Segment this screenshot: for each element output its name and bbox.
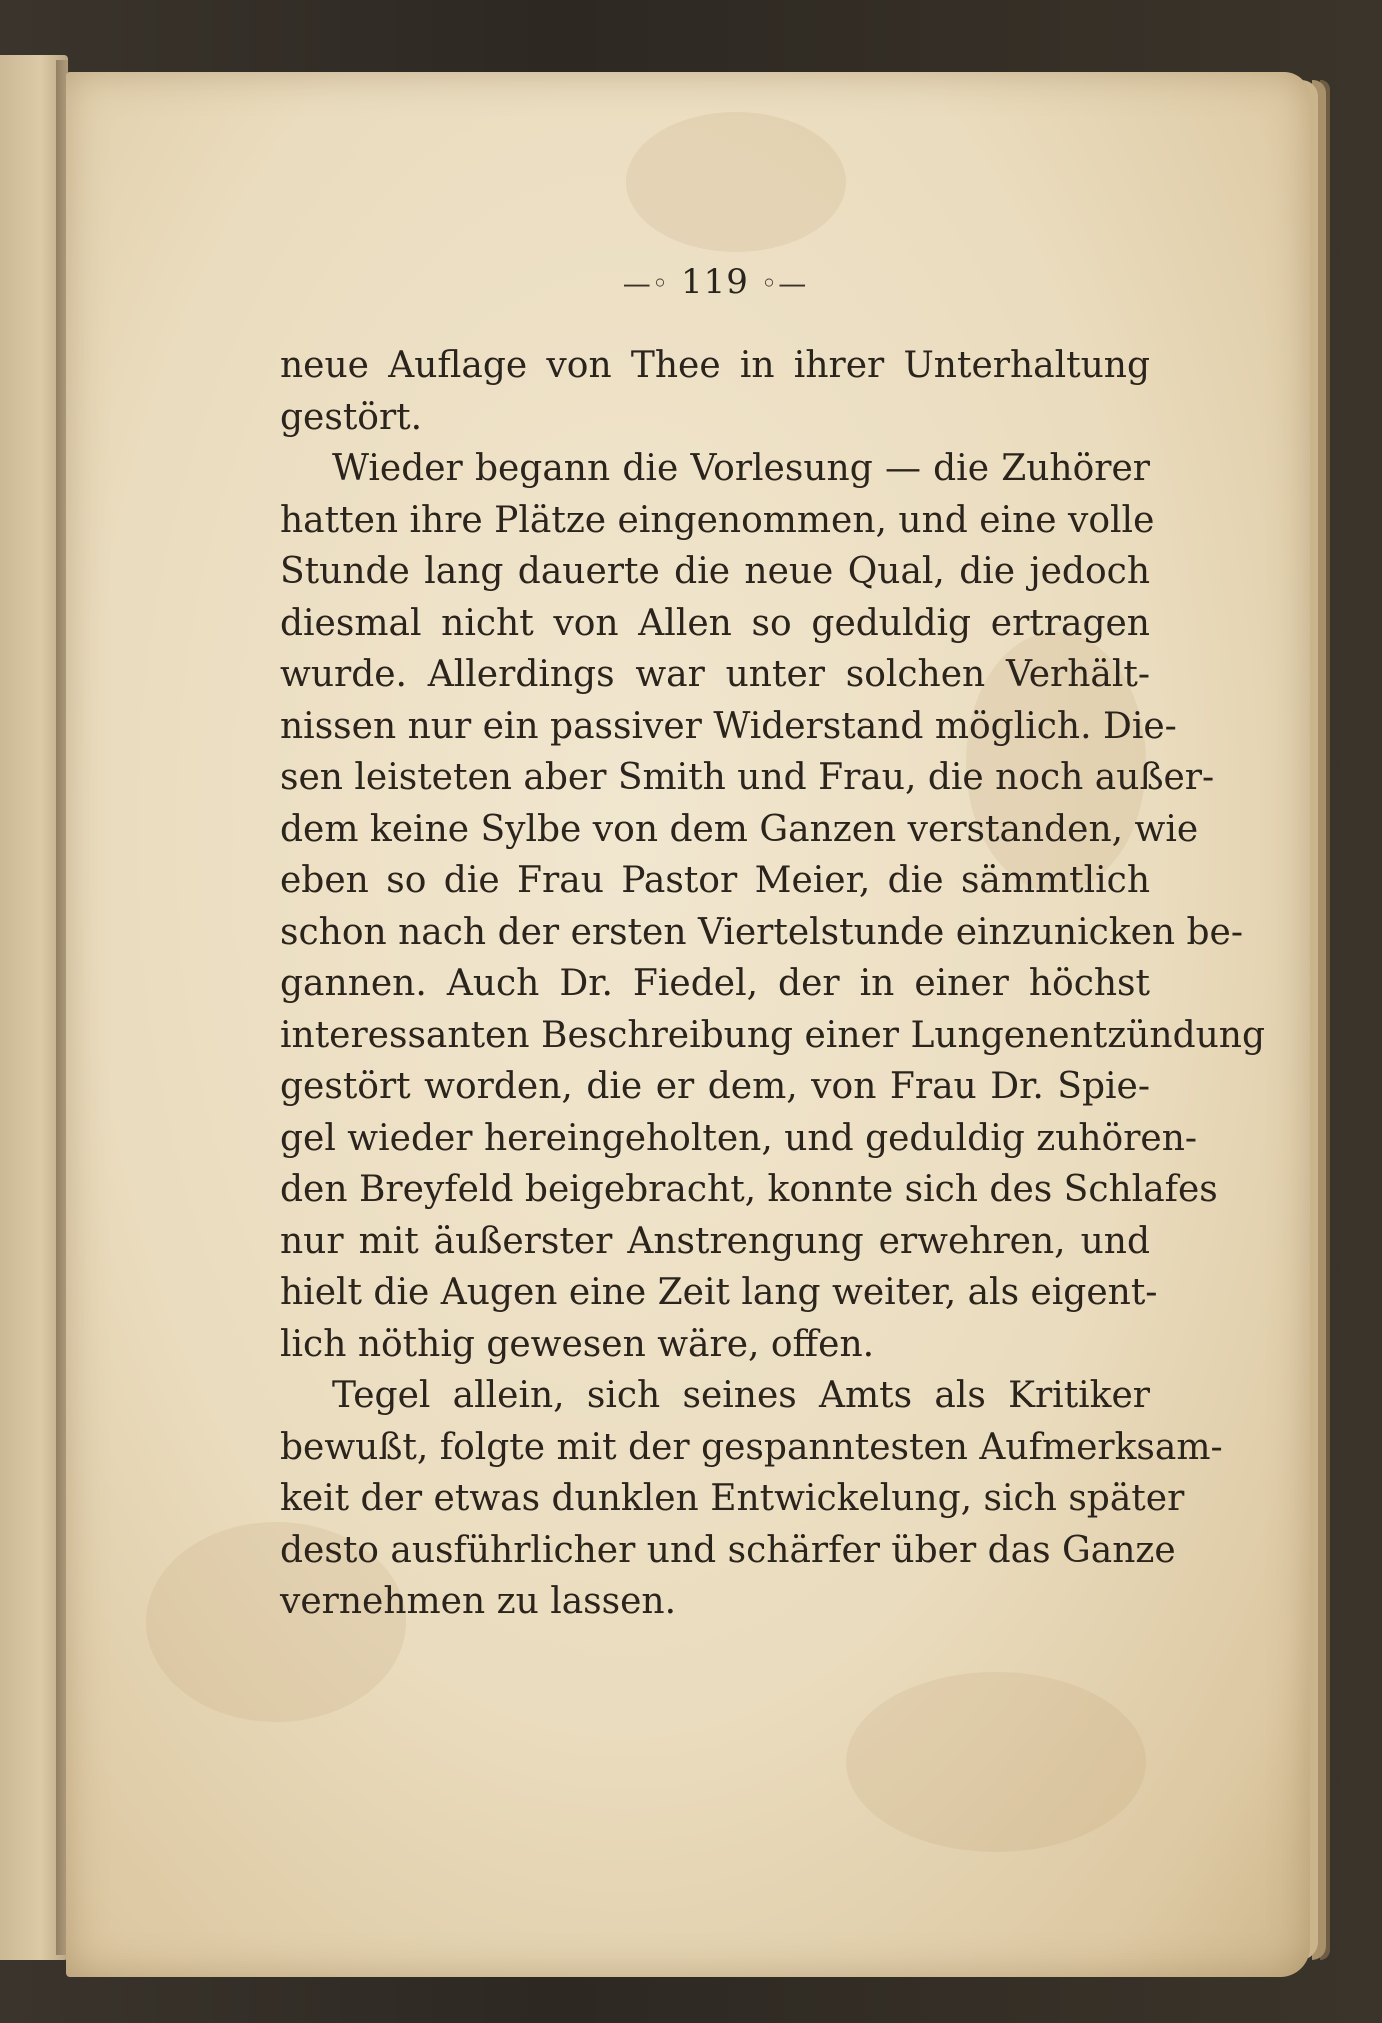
page-number: 119	[681, 262, 749, 302]
text-line: sen leisteten aber Smith und Frau, die noch außer-	[280, 757, 1215, 798]
body-text	[280, 340, 1266, 1628]
paper-stain	[846, 1672, 1146, 1852]
text-line: keit der etwas dunklen Entwickelung, sich später	[280, 1478, 1185, 1519]
page-header	[590, 262, 840, 302]
text-line: neue Auflage von Thee in ihrer Unterhaltung	[280, 345, 1150, 386]
ornament-left-dash: —◦	[622, 267, 670, 300]
text-line: nur mit äußerster Anstrengung erwehren, und	[280, 1220, 1150, 1262]
text-line: gannen. Auch Dr. Fiedel, der in einer höchst	[280, 963, 1150, 1004]
text-line: gestört.	[280, 396, 423, 438]
text-line: diesmal nicht von Allen so geduldig ertragen	[280, 602, 1150, 644]
text-line: Stunde lang dauerte die neue Qual, die jedoch	[280, 551, 1150, 592]
text-line: desto ausführlicher und schärfer über das Ganze	[280, 1529, 1176, 1571]
text-line: dem keine Sylbe von dem Ganzen verstanden, wie	[280, 808, 1199, 850]
text-line: den Breyfeld beigebracht, konnte sich des Schlafes	[280, 1169, 1218, 1210]
text-line: bewußt, folgte mit der gespanntesten Aufmerksam-	[280, 1426, 1223, 1468]
ornament-right-dash: ◦—	[760, 267, 808, 300]
text-line: nissen nur ein passiver Widerstand möglich. Die-	[280, 705, 1177, 747]
text-line: wurde. Allerdings war unter solchen Verhält-	[280, 654, 1150, 695]
text-line: gel wieder hereingeholten, und geduldig zuhören-	[280, 1117, 1198, 1159]
paper-stain	[626, 112, 846, 252]
text-line: hatten ihre Plätze eingenommen, und eine volle	[280, 499, 1155, 541]
paragraph	[280, 340, 1150, 443]
paragraph	[280, 443, 1266, 1370]
text-line: eben so die Frau Pastor Meier, die sämmtlich	[280, 860, 1150, 901]
text-line: Wieder begann die Vorlesung — die Zuhörer	[332, 448, 1150, 489]
text-line: vernehmen zu lassen.	[280, 1581, 677, 1622]
paragraph	[280, 1370, 1223, 1628]
text-line: lich nöthig gewesen wäre, offen.	[280, 1323, 875, 1365]
text-line: hielt die Augen eine Zeit lang weiter, als eigent-	[280, 1272, 1158, 1313]
text-line: interessanten Beschreibung einer Lungenentzündung	[280, 1014, 1266, 1056]
text-line: gestört worden, die er dem, von Frau Dr. Spie-	[280, 1066, 1150, 1107]
text-line: schon nach der ersten Viertelstunde einzunicken be-	[280, 911, 1244, 953]
text-line: Tegel allein, sich seines Amts als Kritiker	[332, 1375, 1150, 1416]
